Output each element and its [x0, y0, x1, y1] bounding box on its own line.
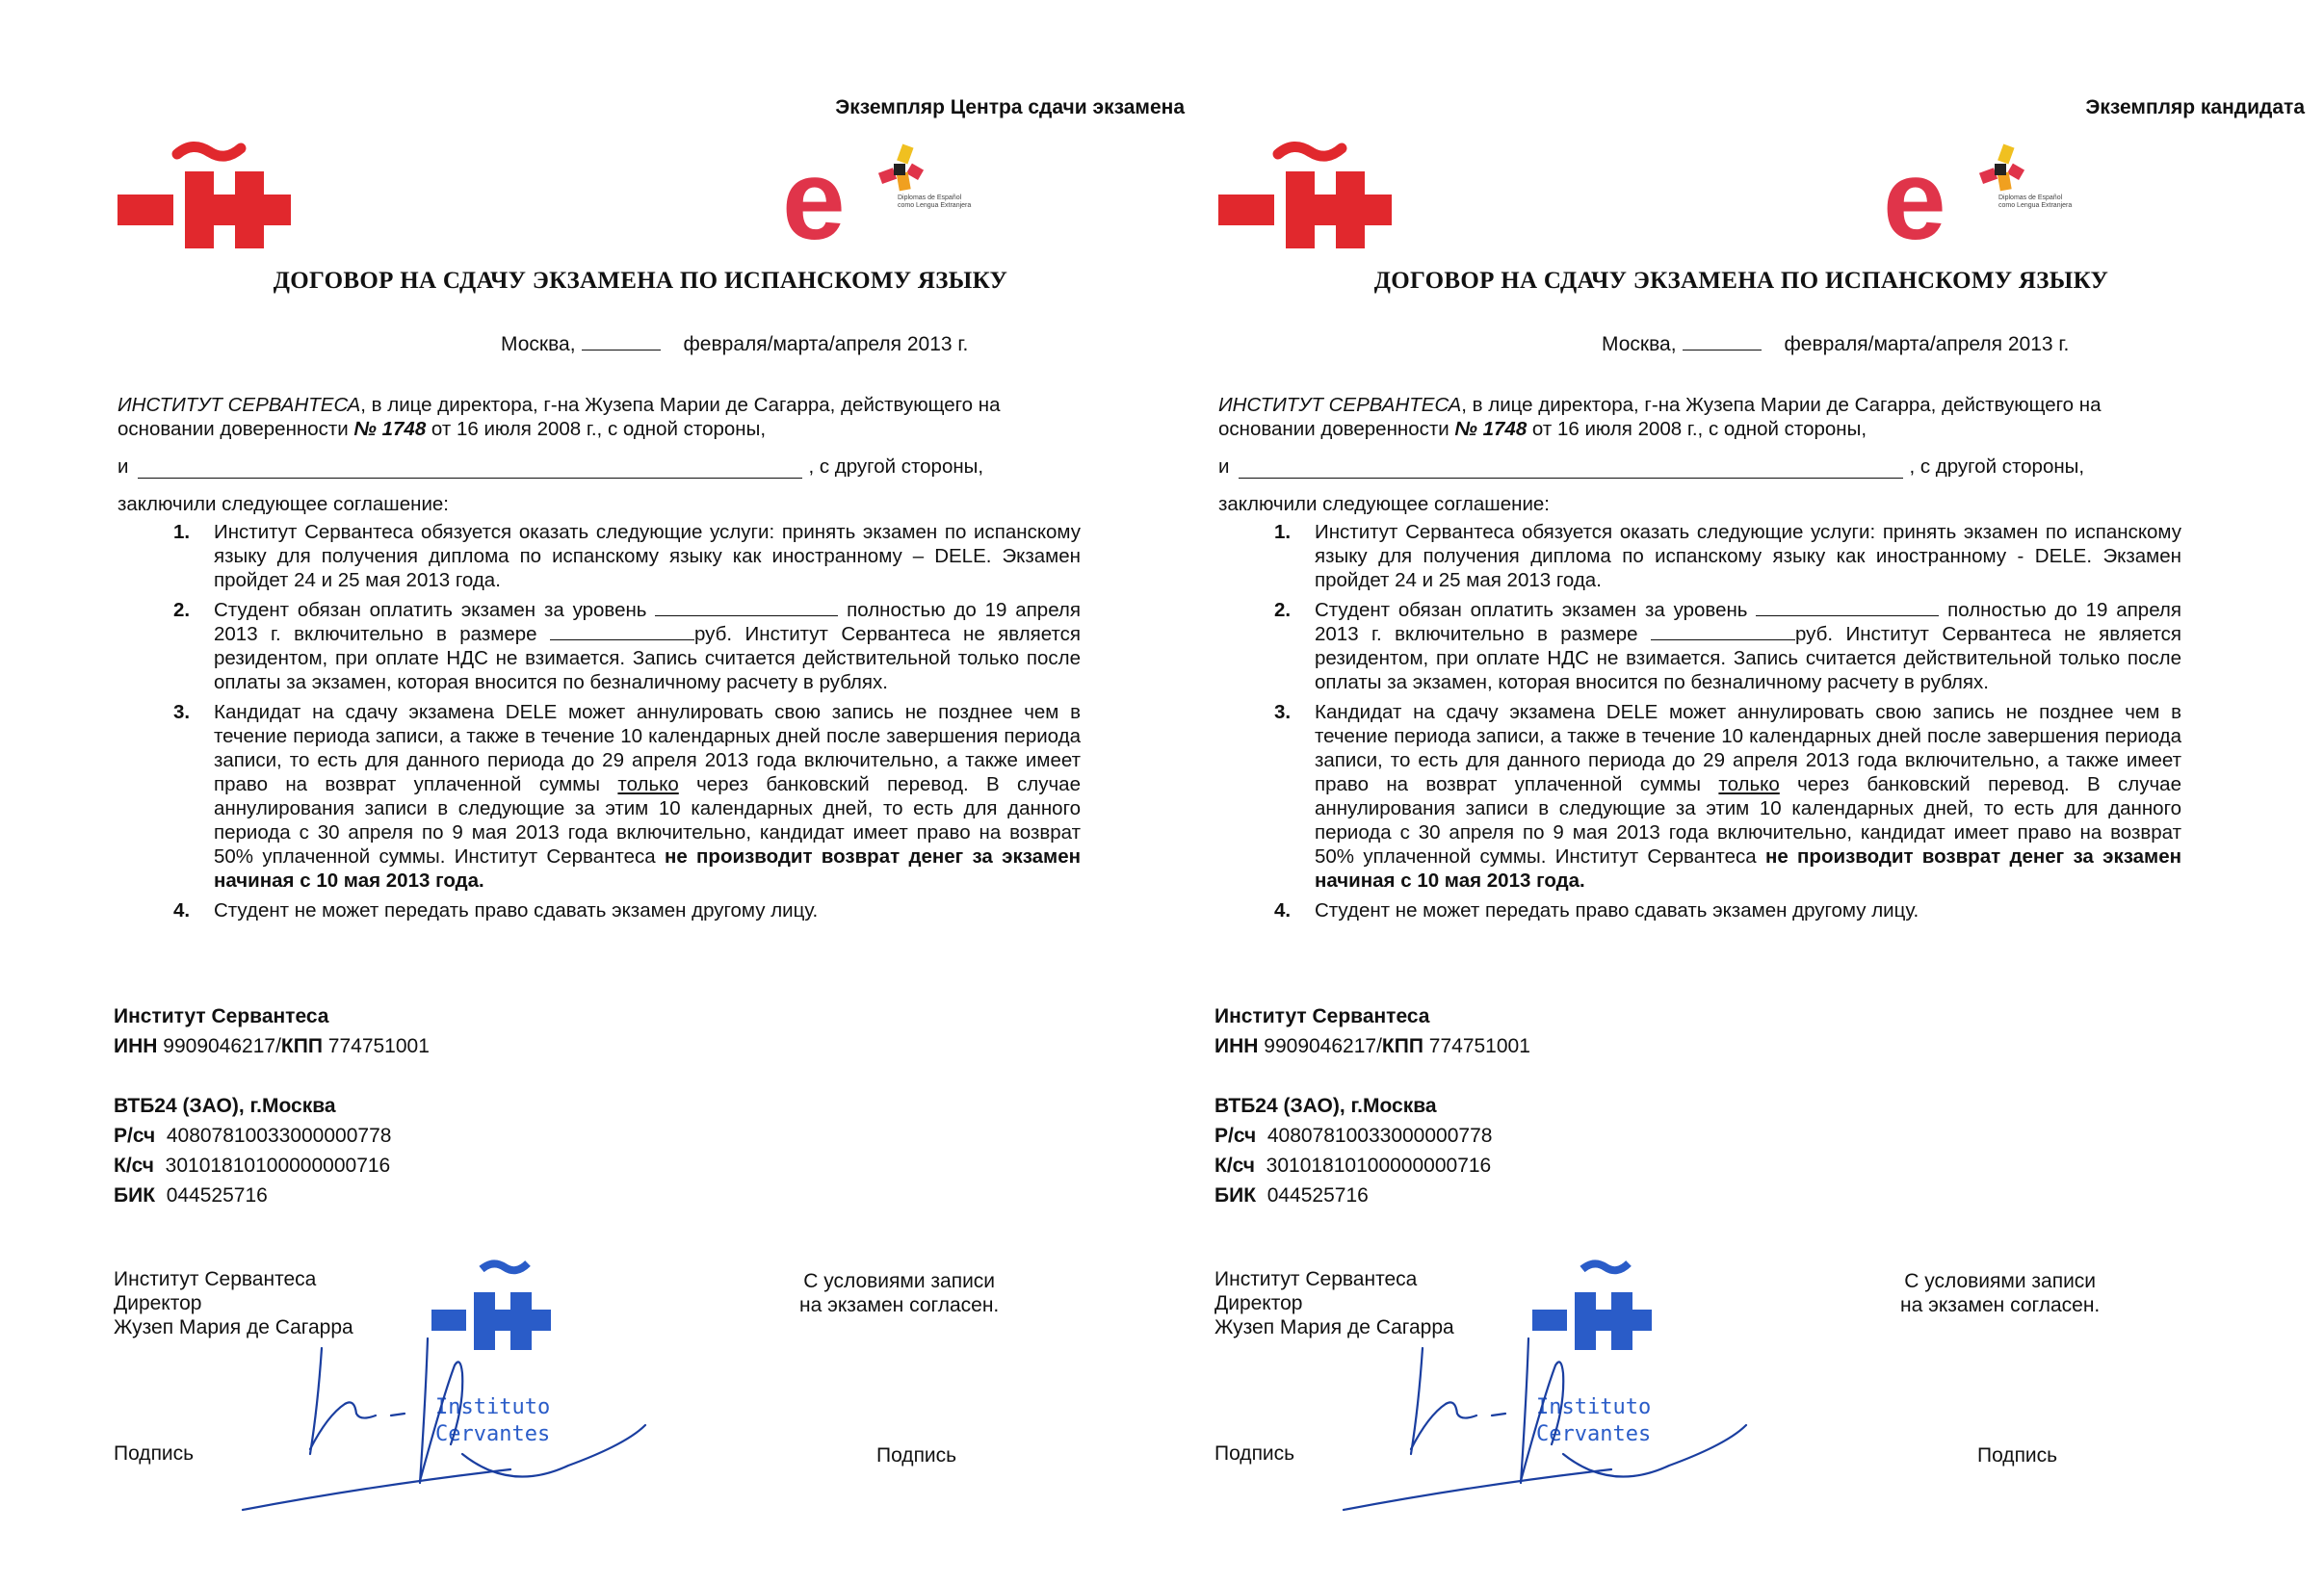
signature-label-left: Подпись: [1214, 1442, 1295, 1465]
term-item: 2. Студент обязан оплатить экзамен за уровень полностью до 19 апреля 2013 г. включительно в размере руб. Институт Сервантеса не является резидентом, при оплате НДС не взимается. Запись считается действительной только после оплаты за экзамен, которая вносится по безналичному расчету в рублях.: [173, 599, 1081, 693]
level-blank-field[interactable]: [655, 600, 838, 616]
dele-logo-text: Diplomas de Español como Lengua Extranjera: [1998, 195, 2073, 209]
intro-paragraph: ИНСТИТУТ СЕРВАНТЕСА, в лице директора, г-на Жузепа Марии де Сагарра, действующего на основании доверенности № 1748 от 16 июля 2008 г., с одной стороны,: [118, 394, 1001, 440]
level-blank-field[interactable]: [1756, 600, 1939, 616]
bank-name: ВТБ24 (ЗАО), г.Москва: [114, 1095, 336, 1117]
instituto-cervantes-logo-icon: [1218, 135, 1392, 250]
contract-page: [1207, 0, 2324, 1584]
svg-text:e: e: [782, 137, 846, 264]
stamp-text-2: Cervantes: [435, 1422, 551, 1446]
director-signature-block: Институт Сервантеса Директор Жузеп Мария де Сагарра: [1214, 1268, 1454, 1338]
intro-paragraph: ИНСТИТУТ СЕРВАНТЕСА, в лице директора, г-на Жузепа Марии де Сагарра, действующего на основании доверенности № 1748 от 16 июля 2008 г., с одной стороны,: [1218, 394, 2102, 440]
document-title: ДОГОВОР НА СДАЧУ ЭКЗАМЕНА ПО ИСПАНСКОМУ ЯЗЫКУ: [273, 268, 1008, 294]
agreement-heading: заключили следующее соглашение:: [118, 493, 449, 515]
amount-blank-field[interactable]: [1651, 624, 1795, 640]
term-item: 1. Институт Сервантеса обязуется оказать следующие услуги: принять экзамен по испанскому языку для получения диплома по испанскому языку как иностранному - DELE. Экзамен пройдет 24 и 25 мая 2013 года.: [1274, 521, 2181, 591]
candidate-consent: С условиями записи на экзамен согласен.: [1900, 1270, 2101, 1316]
contract-body: [1218, 393, 2181, 928]
term-item: 3. Кандидат на сдачу экзамена DELE может аннулировать свою запись не позднее чем в течение периода записи, а также в течение 10 календарных дней после завершения периода записи, то есть для данного периода до 29 апреля 2013 года включительно, а также имеет право на возврат уплаченной суммы только через банковский перевод. В случае аннулирования записи в следующие за этим 10 календарных дней, то есть для данного периода с 30 апреля по 9 мая 2013 года включительно, кандидат имеет право на возврат 50% уплаченной суммы. Институт Сервантеса не производит возврат денег за экзамен начиная с 10 мая 2013 года.: [1274, 701, 2181, 892]
place-date: [1602, 333, 2069, 356]
term-item: 4. Студент не может передать право сдавать экзамен другому лицу.: [1274, 899, 1919, 922]
dele-logo-icon: [1881, 135, 2073, 264]
term-item: 3. Кандидат на сдачу экзамена DELE может аннулировать свою запись не позднее чем в течение периода записи, а также в течение 10 календарных дней после завершения периода записи, то есть для данного периода до 29 апреля 2013 года включительно, а также имеет право на возврат уплаченной суммы только через банковский перевод. В случае аннулирования записи в следующие за этим 10 календарных дней, то есть для данного периода с 30 апреля по 9 мая 2013 года включительно, кандидат имеет право на возврат 50% уплаченной суммы. Институт Сервантеса не производит возврат денег за экзамен начиная с 10 мая 2013 года.: [173, 701, 1081, 892]
place-month: февраля/марта/апреля 2013 г.: [683, 333, 969, 355]
dele-logo-text: Diplomas de Español como Lengua Extranjera: [898, 195, 972, 209]
term-item: 2. Студент обязан оплатить экзамен за уровень полностью до 19 апреля 2013 г. включительно в размере руб. Институт Сервантеса не является резидентом, при оплате НДС не взимается. Запись считается действительной только после оплаты за экзамен, которая вносится по безналичному расчету в рублях.: [1274, 599, 2181, 693]
stamp-text-1: Instituto: [435, 1395, 551, 1419]
stamp-icon: [222, 1252, 761, 1541]
place-month: февраля/марта/апреля 2013 г.: [1784, 333, 2070, 355]
term-item: 4. Студент не может передать право сдавать экзамен другому лицу.: [173, 899, 819, 922]
other-party-line: и , с другой стороны,: [1218, 455, 2085, 478]
signature-label-left: Подпись: [114, 1442, 195, 1465]
place-city: Москва,: [1602, 333, 1677, 355]
other-party-blank-field[interactable]: [138, 460, 802, 479]
term-item: 1. Институт Сервантеса обязуется оказать следующие услуги: принять экзамен по испанскому языку для получения диплома по испанскому языку как иностранному – DELE. Экзамен пройдет 24 и 25 мая 2013 года.: [173, 521, 1081, 591]
date-blank-field[interactable]: [582, 334, 661, 351]
amount-blank-field[interactable]: [550, 624, 694, 640]
org-name: Институт Сервантеса: [1214, 1005, 1430, 1027]
contract-body: [118, 393, 1081, 928]
instituto-cervantes-logo-icon: [118, 135, 291, 250]
stamp-icon: [1322, 1252, 1862, 1541]
terms-list: [118, 520, 1081, 922]
signature-label-right: Подпись: [876, 1444, 957, 1467]
other-party-line: и , с другой стороны,: [118, 455, 984, 478]
bank-requisites: Институт Сервантеса ИНН 9909046217/КПП 774751001 ВТБ24 (ЗАО), г.Москва Р/сч 40807810033000000778 К/сч 30101810100000000716 БИК 044525716: [1214, 1005, 1530, 1207]
place-city: Москва,: [501, 333, 576, 355]
dele-logo-icon: [780, 135, 972, 264]
intro-org: ИНСТИТУТ СЕРВАНТЕСА: [1218, 394, 1462, 416]
stamp-text-2: Cervantes: [1536, 1422, 1652, 1446]
svg-text:e: e: [1883, 137, 1946, 264]
stamp-text-1: Instituto: [1536, 1395, 1652, 1419]
bank-name: ВТБ24 (ЗАО), г.Москва: [1214, 1095, 1437, 1117]
agreement-heading: заключили следующее соглашение:: [1218, 493, 1550, 515]
copy-label: Экземпляр кандидата: [2085, 96, 2305, 118]
power-of-attorney-number: № 1748: [353, 418, 427, 440]
candidate-consent: С условиями записи на экзамен согласен.: [799, 1270, 1000, 1316]
date-blank-field[interactable]: [1683, 334, 1762, 351]
copy-label: Экземпляр Центра сдачи экзамена: [835, 96, 1185, 118]
document-title: ДОГОВОР НА СДАЧУ ЭКЗАМЕНА ПО ИСПАНСКОМУ ЯЗЫКУ: [1373, 268, 2109, 294]
place-date: [501, 333, 968, 356]
org-name: Институт Сервантеса: [114, 1005, 329, 1027]
other-party-blank-field[interactable]: [1239, 460, 1903, 479]
power-of-attorney-number: № 1748: [1454, 418, 1528, 440]
director-signature-block: Институт Сервантеса Директор Жузеп Мария де Сагарра: [114, 1268, 353, 1338]
signature-label-right: Подпись: [1977, 1444, 2058, 1467]
terms-list: [1218, 520, 2181, 922]
bank-requisites: Институт Сервантеса ИНН 9909046217/КПП 774751001 ВТБ24 (ЗАО), г.Москва Р/сч 40807810033000000778 К/сч 30101810100000000716 БИК 044525716: [114, 1005, 430, 1207]
intro-org: ИНСТИТУТ СЕРВАНТЕСА: [118, 394, 361, 416]
contract-page: [106, 0, 1223, 1584]
